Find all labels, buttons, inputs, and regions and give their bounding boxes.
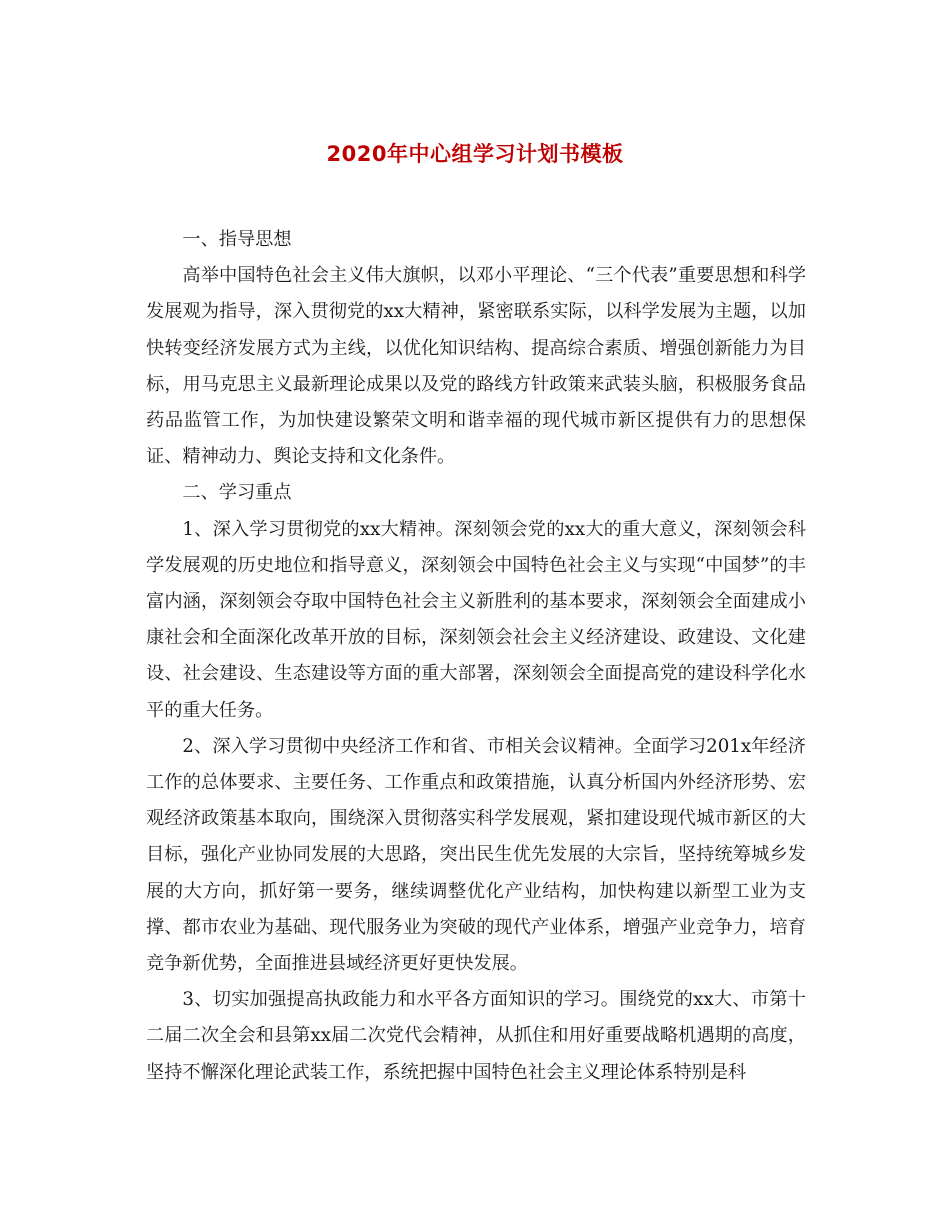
paragraph-guiding-thought: 高举中国特色社会主义伟大旗帜，以邓小平理论、“三个代表”重要思想和科学发展观为指导，深入贯彻党的xx大精神，紧密联系实际，以科学发展为主题，以加快转变经济发展方式为主线，以优化知识结构、提高综合素质、增强创新能力为目标，用马克思主义最新理论成果以及党的路线方针政策来武装头脑，积极服务食品药品监管工作，为加快建设繁荣文明和谐幸福的现代城市新区提供有力的思想保证、精神动力、舆论支持和文化条件。 — [146, 265, 806, 468]
section-heading-guiding-thought: 一、指导思想 — [182, 229, 292, 250]
document-title: 2020年中心组学习计划书模板 — [326, 142, 624, 166]
paragraph-study-item-3: 3、切实加强提高执政能力和水平各方面知识的学习。围绕党的xx大、市第十二届二次全会和县第xx届二次党代会精神，从抓住和用好重要战略机遇期的高度，坚持不懈深化理论武装工作，系统把握中国特色社会主义理论体系特别是科 — [146, 989, 806, 1083]
paragraph-study-item-1: 1、深入学习贯彻党的xx大精神。深刻领会党的xx大的重大意义，深刻领会科学发展观的历史地位和指导意义，深刻领会中国特色社会主义与实现“中国梦”的丰富内涵，深刻领会夺取中国特色社会主义新胜利的基本要求，深刻领会全面建成小康社会和全面深化改革开放的目标，深刻领会社会主义经济建设、政建设、文化建设、社会建设、生态建设等方面的重大部署，深刻领会全面提高党的建设科学化水平的重大任务。 — [146, 518, 806, 721]
document-body — [146, 222, 806, 1091]
section-heading-study-focus: 二、学习重点 — [182, 482, 292, 504]
paragraph-study-item-2: 2、深入学习贯彻中央经济工作和省、市相关会议精神。全面学习201x年经济工作的总体要求、主要任务、工作重点和政策措施，认真分析国内外经济形势、宏观经济政策基本取向，围绕深入贯彻落实科学发展观，紧扣建设现代城市新区的大目标，强化产业协同发展的大思路，突出民生优先发展的大宗旨，坚持统筹城乡发展的大方向，抓好第一要务，继续调整优化产业结构，加快构建以新型工业为支撑、都市农业为基础、现代服务业为突破的现代产业体系，增强产业竞争力，培育竞争新优势，全面推进县域经济更好更快发展。 — [146, 735, 806, 975]
